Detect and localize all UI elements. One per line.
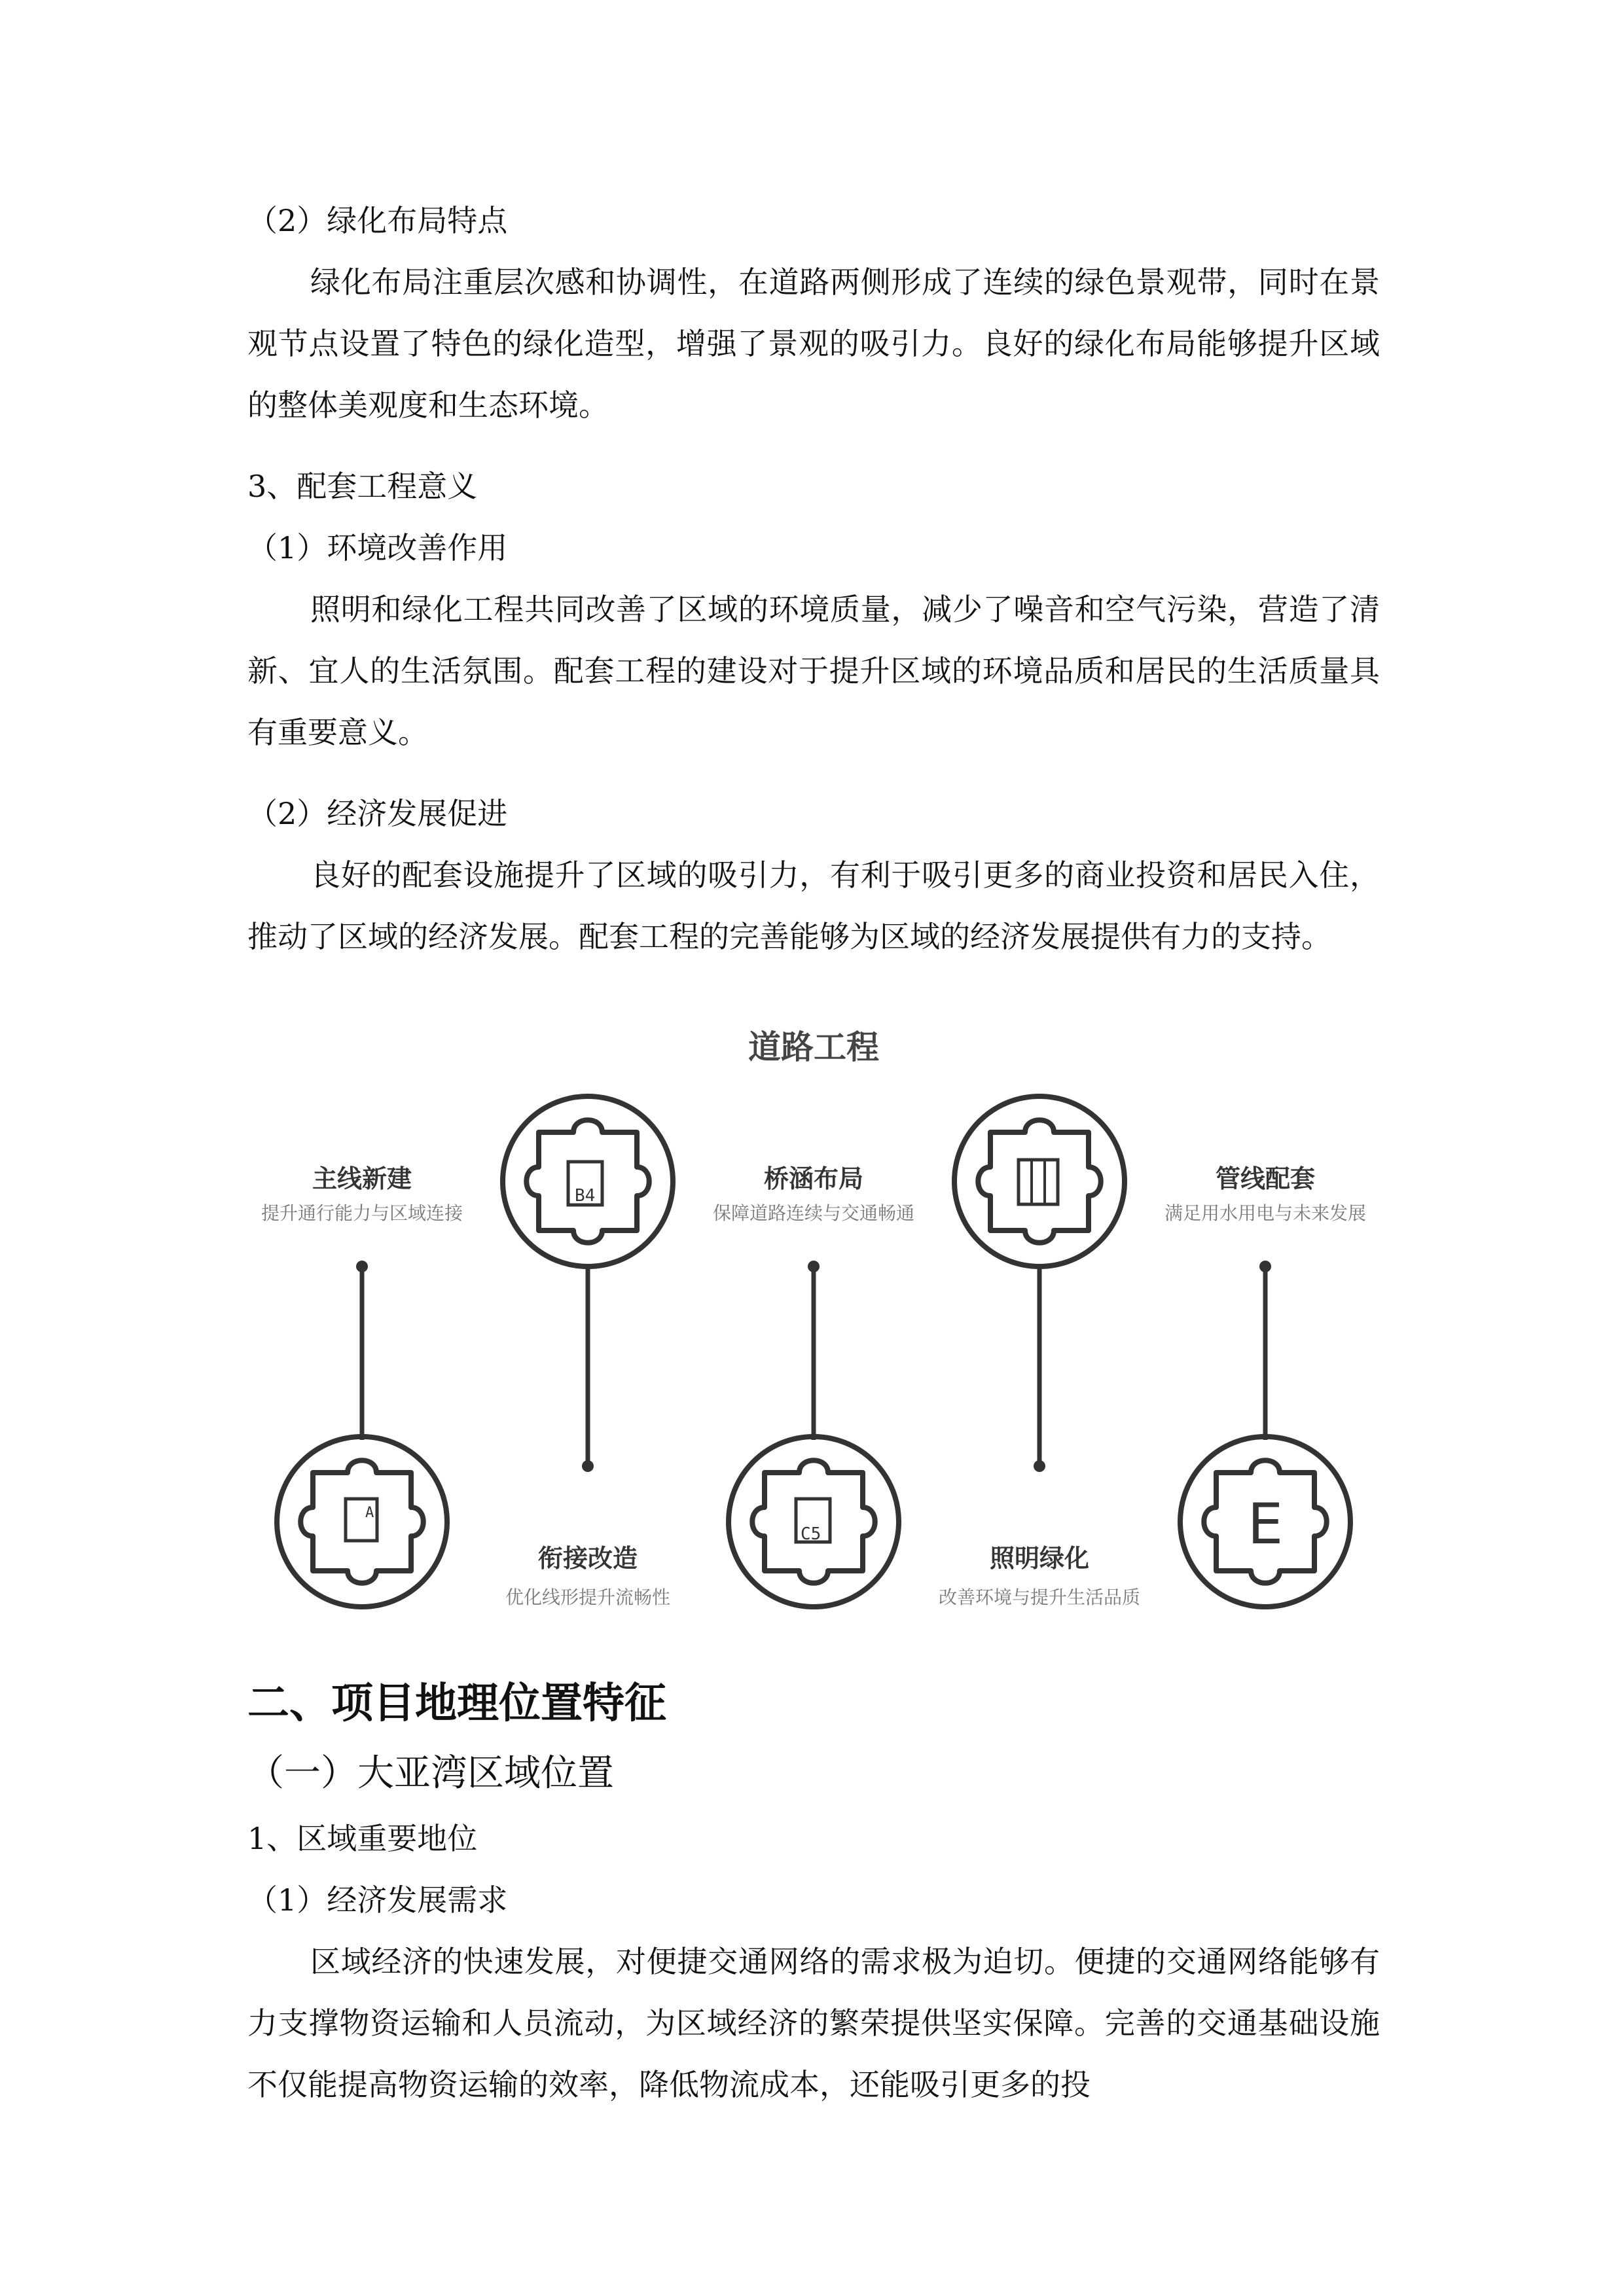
road-engineering-diagram [247,1021,1380,1630]
node-3-title: 桥涵布局 [763,1164,863,1193]
section-two [247,1668,1380,2115]
node-3-desc: 保障道路连续与交通畅通 [712,1202,914,1224]
node-2-graphic [503,1096,673,1472]
node-5-icon-letter: E [1247,1492,1284,1557]
document-body [247,190,1380,967]
chapter-heading-geography: 二、项目地理位置特征 [247,1679,666,1728]
node-2-desc: 优化线形提升流畅性 [505,1587,670,1608]
section-heading-supporting-significance: 3、配套工程意义 [247,469,478,504]
node-1-desc: 提升通行能力与区域连接 [261,1202,463,1224]
node-5-graphic [1180,1261,1350,1607]
node-5-desc: 满足用水用电与未来发展 [1164,1202,1366,1224]
diagram-title: 道路工程 [748,1028,879,1066]
node-1-title: 主线新建 [312,1164,412,1193]
subheading-regional-status: 1、区域重要地位 [247,1821,478,1856]
node-1-icon-letter: A [365,1505,374,1521]
section-heading-greening-layout: （2）绿化布局特点 [247,203,508,238]
node-4-graphic [954,1096,1125,1472]
node-2-title: 衔接改造 [537,1544,638,1573]
node-4-title: 照明绿化 [989,1544,1089,1573]
diagram-graphics [247,1021,1380,1630]
section-heading-economy: （2）经济发展促进 [247,796,508,831]
paragraph-greening-layout: 绿化布局注重层次感和协调性，在道路两侧形成了连续的绿色景观带，同时在景观节点设置了特色的绿化造型，增强了景观的吸引力。良好的绿化布局能够提升区域的整体美观度和生态环境。 [247,264,1380,423]
paragraph-economic-demand: 区域经济的快速发展，对便捷交通网络的需求极为迫切。便捷的交通网络能够有力支撑物资运输和人员流动，为区域经济的繁荣提供坚实保障。完善的交通基础设施不仅能提高物资运输的效率，降低物流成本，还能吸引更多的投 [247,1944,1380,2102]
subheading-daya-bay: （一）大亚湾区域位置 [247,1752,614,1795]
node-1-graphic [277,1261,447,1607]
node-2-icon-letter: B4 [575,1186,596,1206]
node-3-graphic [729,1261,899,1607]
section-heading-environment: （1）环境改善作用 [247,530,508,565]
node-5-title: 管线配套 [1215,1164,1315,1193]
subheading-economic-demand: （1）经济发展需求 [247,1882,508,1918]
paragraph-economy: 良好的配套设施提升了区域的吸引力，有利于吸引更多的商业投资和居民入住，推动了区域的经济发展。配套工程的完善能够为区域的经济发展提供有力的支持。 [247,857,1380,954]
node-3-icon-letter: C5 [801,1524,821,1544]
node-4-desc: 改善环境与提升生活品质 [938,1587,1140,1608]
paragraph-environment: 照明和绿化工程共同改善了区域的环境质量，减少了噪音和空气污染，营造了清新、宜人的生活氛围。配套工程的建设对于提升区域的环境品质和居民的生活质量具有重要意义。 [247,592,1380,750]
